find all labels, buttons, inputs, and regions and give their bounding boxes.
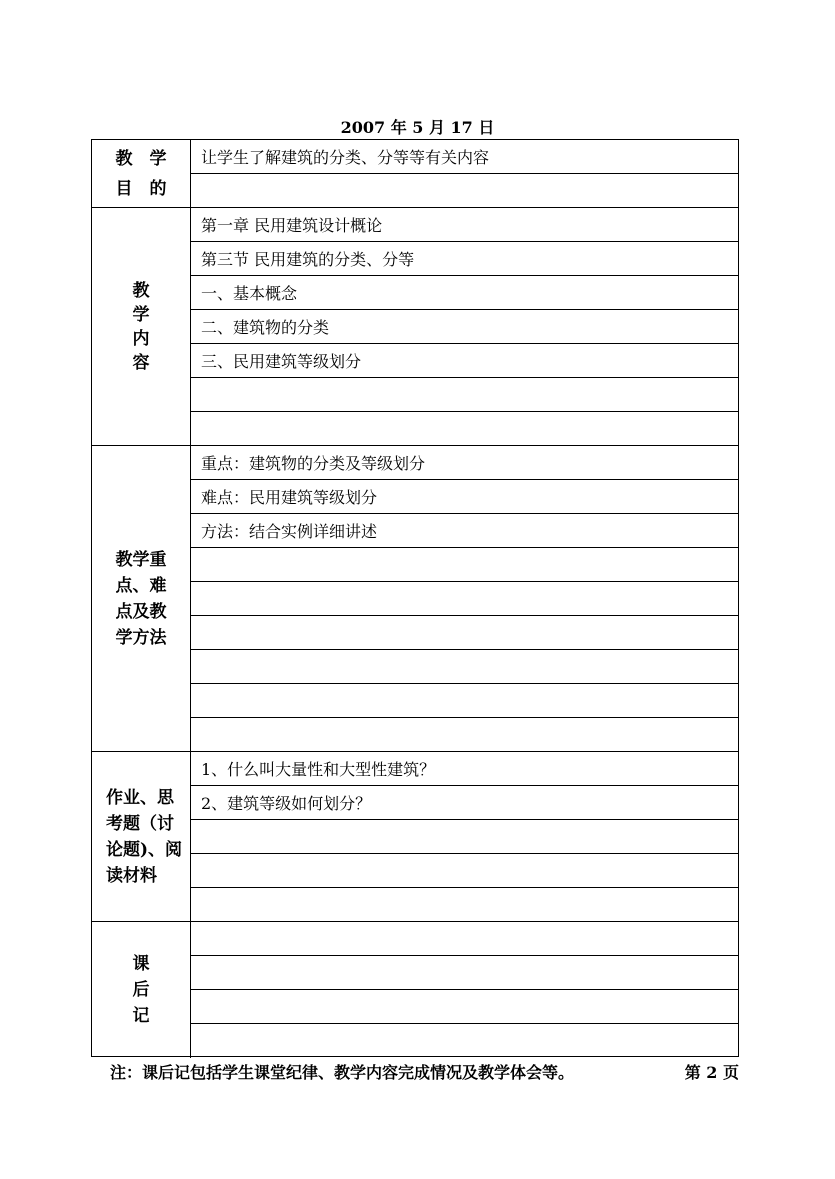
footer-note: 注：课后记包括学生课堂纪律、教学内容完成情况及教学体会等。 (110, 1063, 575, 1082)
table-row (191, 854, 738, 888)
table-row (191, 820, 738, 854)
label-line: 课 (132, 954, 150, 974)
table-row: 二、建筑物的分类 (191, 310, 738, 344)
section-homework (92, 752, 738, 922)
label-line: 目 的 (115, 178, 167, 199)
label-line: 论题)、阅 (106, 839, 183, 860)
label-line: 学方法 (115, 627, 167, 648)
table-row: 2、建筑等级如何划分？ (191, 786, 738, 820)
table-row (191, 990, 738, 1024)
table-row (191, 718, 738, 752)
table-row (191, 174, 738, 208)
label-line: 点、难 (115, 575, 167, 596)
page-number: 第 2 页 (684, 1063, 739, 1082)
label-line: 教 (132, 280, 150, 301)
table-row (191, 548, 738, 582)
table-row: 难点：民用建筑等级划分 (191, 480, 738, 514)
label-line: 容 (132, 352, 150, 373)
table-row (191, 616, 738, 650)
section-label (92, 446, 191, 751)
label-line: 教学重 (115, 549, 167, 570)
table-row (191, 956, 738, 990)
table-row (191, 412, 738, 446)
section-after-class-notes (92, 922, 738, 1058)
label-line: 教 学 (115, 148, 167, 169)
label-line: 考题（讨 (106, 813, 174, 834)
lesson-plan-table (91, 139, 739, 1057)
label-line: 后 (132, 980, 150, 1000)
table-row: 1、什么叫大量性和大型性建筑？ (191, 752, 738, 786)
table-row (191, 888, 738, 922)
table-row: 一、基本概念 (191, 276, 738, 310)
section-label (92, 208, 191, 445)
table-row: 方法：结合实例详细讲述 (191, 514, 738, 548)
table-row: 第一章 民用建筑设计概论 (191, 208, 738, 242)
section-label (92, 752, 191, 921)
table-row: 重点：建筑物的分类及等级划分 (191, 446, 738, 480)
label-line: 内 (132, 328, 150, 349)
table-row (191, 684, 738, 718)
table-row: 让学生了解建筑的分类、分等等有关内容 (191, 140, 738, 174)
section-label (92, 922, 191, 1058)
table-row (191, 1024, 738, 1058)
section-teaching-goal (92, 140, 738, 208)
table-row: 第三节 民用建筑的分类、分等 (191, 242, 738, 276)
label-line: 记 (132, 1006, 150, 1026)
table-row: 三、民用建筑等级划分 (191, 344, 738, 378)
section-label (92, 140, 191, 207)
table-row (191, 650, 738, 684)
section-teaching-content (92, 208, 738, 446)
table-row (191, 582, 738, 616)
label-line: 作业、思 (106, 787, 174, 808)
label-line: 点及教 (115, 601, 167, 622)
section-key-points-methods (92, 446, 738, 752)
table-row (191, 378, 738, 412)
label-line: 读材料 (106, 865, 157, 886)
table-row (191, 922, 738, 956)
label-line: 学 (132, 304, 150, 325)
document-date: 2007 年 5 月 17 日 (340, 118, 495, 137)
